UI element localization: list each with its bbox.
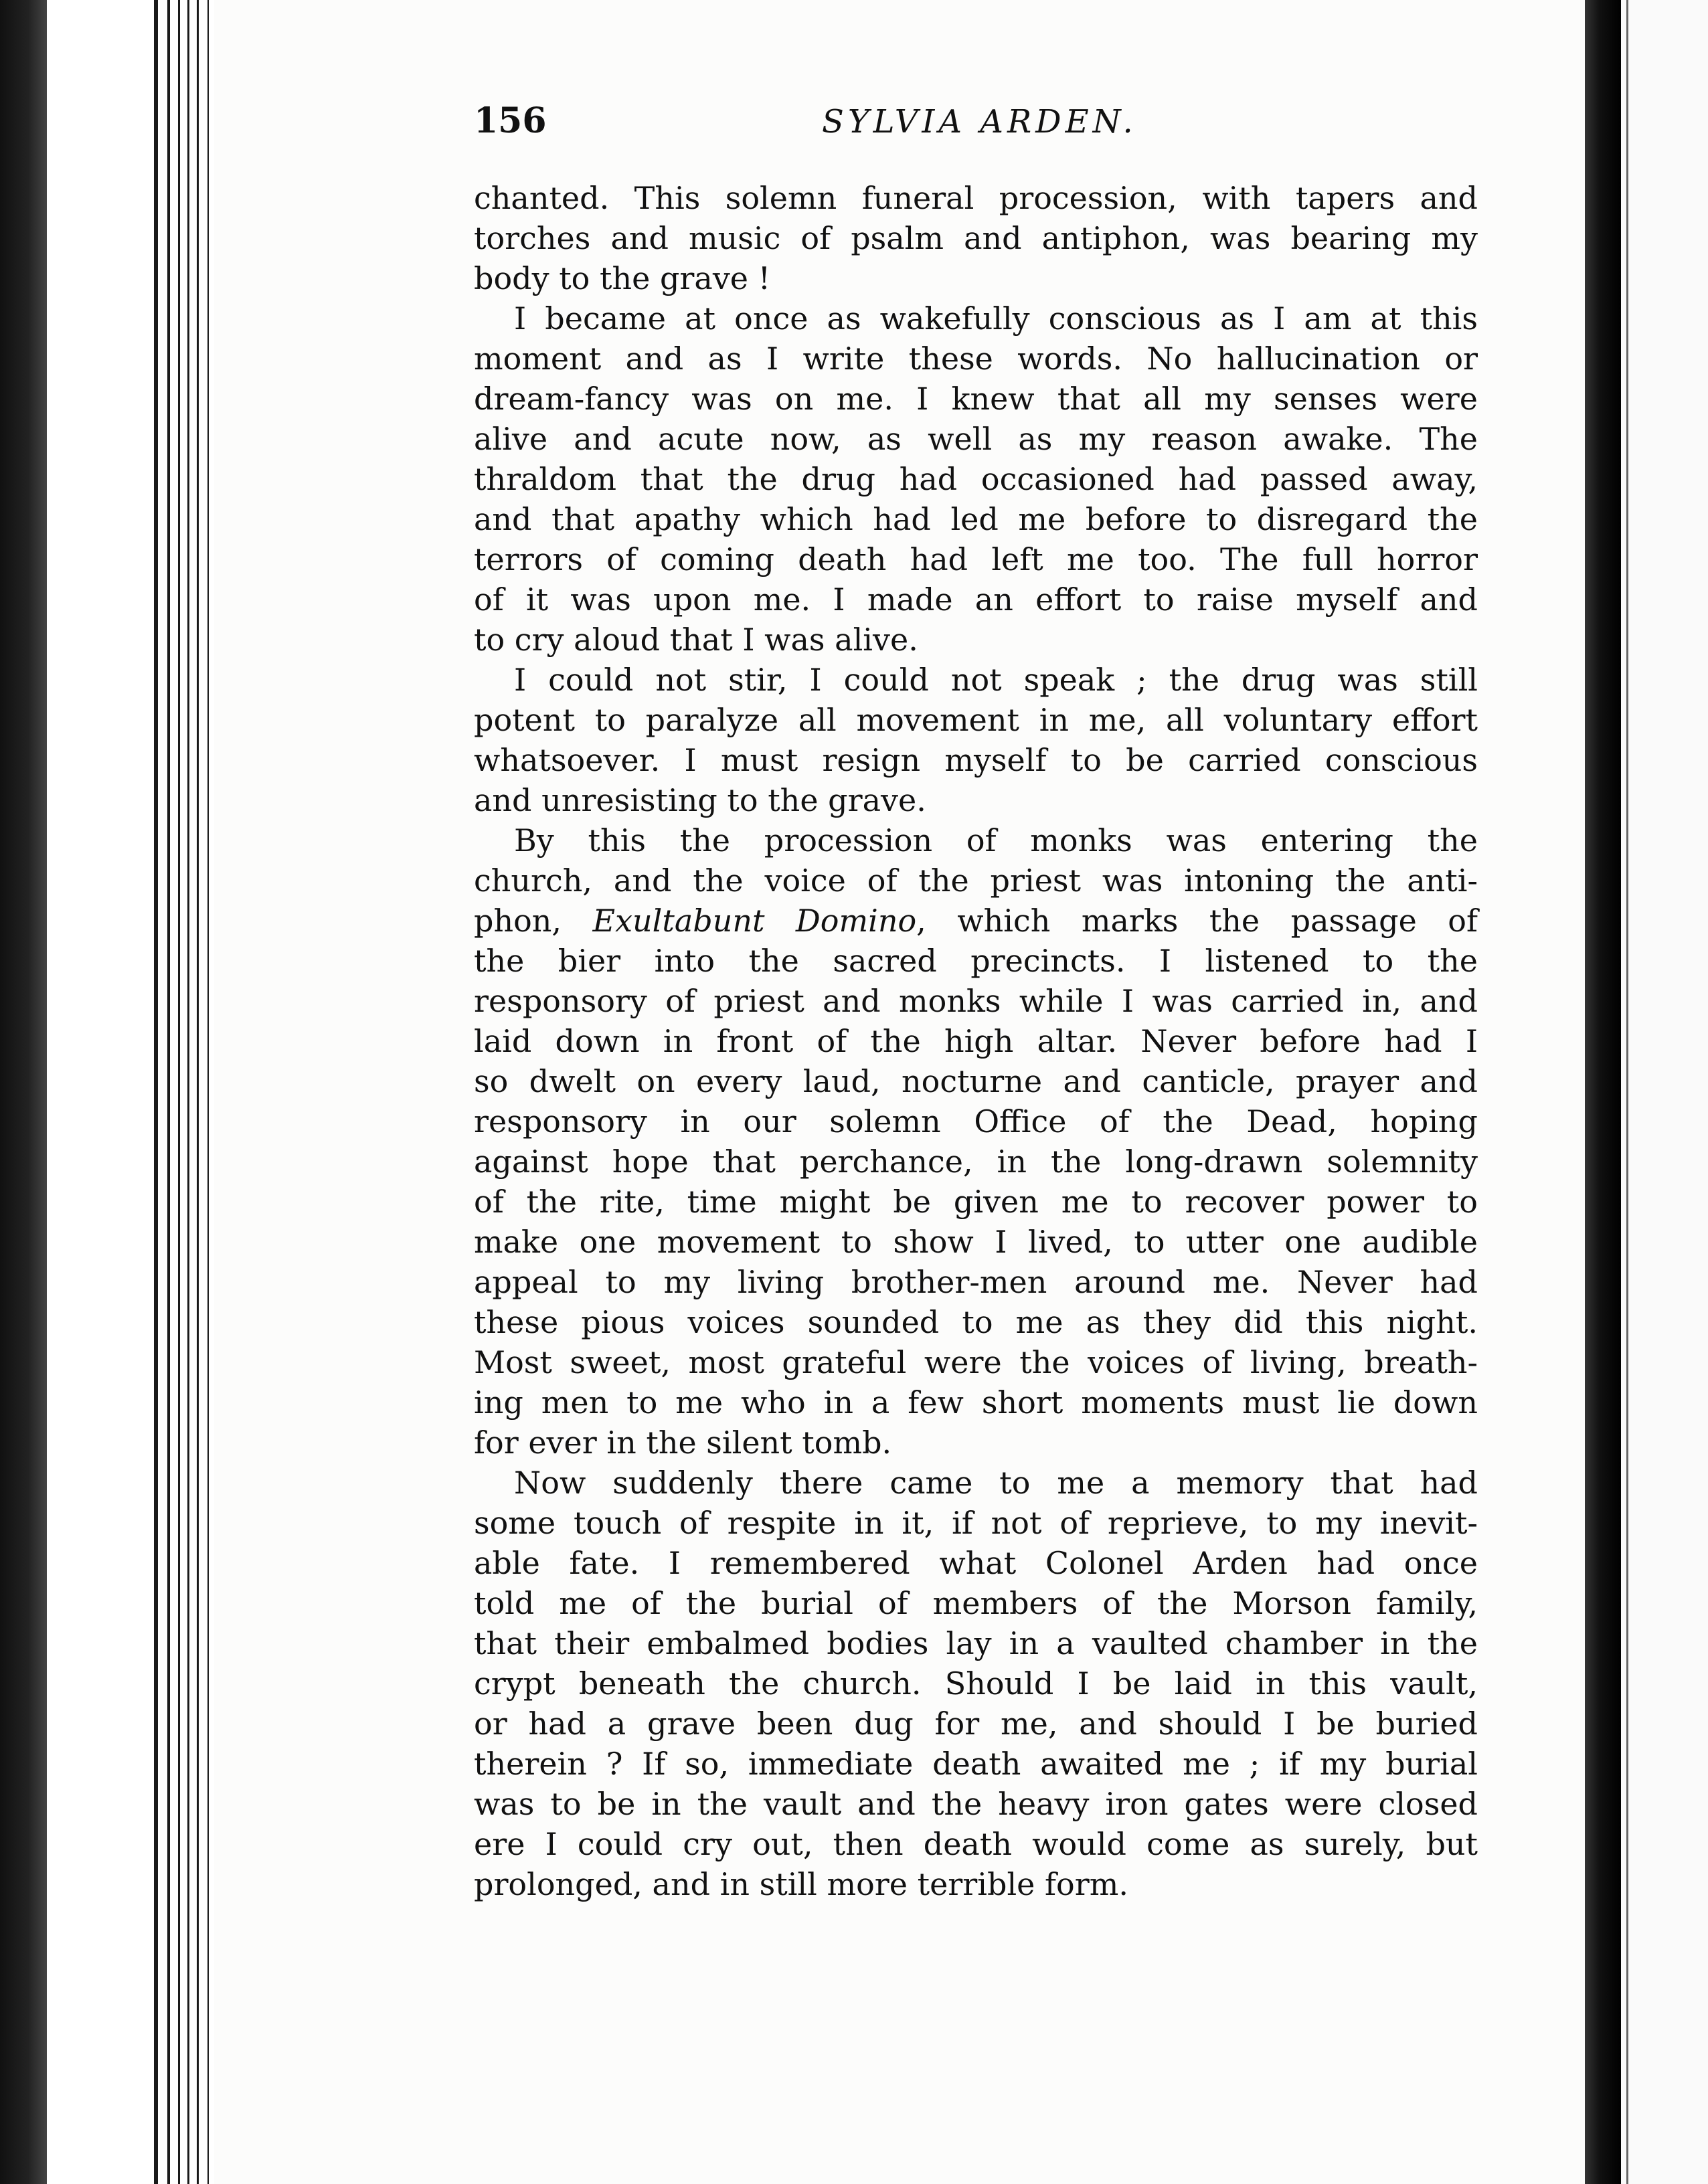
page-edge-line — [207, 0, 209, 2184]
text-line: or had a grave been dug for me, and should I be buried — [474, 1706, 1478, 1742]
running-title: SYLVIA ARDEN. — [822, 103, 1137, 141]
italic-phrase: Exultabunt Domino — [592, 903, 917, 939]
text-line: told me of the burial of members of the Morson family, — [474, 1585, 1478, 1621]
text-line: thraldom that the drug had occasioned had passed away, — [474, 461, 1478, 497]
text-line: By this the procession of monks was entering the — [514, 822, 1478, 858]
text-line: make one movement to show I lived, to utter one audible — [474, 1224, 1478, 1260]
text-line: prolonged, and in still more terrible form. — [474, 1866, 1128, 1902]
text-line: I could not stir, I could not speak ; the drug was still — [514, 662, 1478, 698]
text-line: able fate. I remembered what Colonel Arden had once — [474, 1545, 1478, 1581]
text-line: Most sweet, most grateful were the voices of living, breath- — [474, 1344, 1478, 1380]
binding-shadow-right — [1585, 0, 1621, 2184]
text-line: alive and acute now, as well as my reason awake. The — [474, 421, 1478, 457]
text-line: of it was upon me. I made an effort to raise myself and — [474, 581, 1478, 618]
text-line: laid down in front of the high altar. Never before had I — [474, 1023, 1478, 1059]
text-line: potent to paralyze all movement in me, all voluntary effort — [474, 702, 1478, 738]
text-line: so dwelt on every laud, nocturne and canticle, prayer and — [474, 1063, 1478, 1099]
text-line: these pious voices sounded to me as they did this night. — [474, 1304, 1478, 1340]
paragraph — [474, 298, 1478, 660]
body-text — [474, 178, 1478, 1904]
text-line: of the rite, time might be given me to recover power to — [474, 1184, 1478, 1220]
text-line: and that apathy which had led me before to disregard the — [474, 501, 1478, 537]
text-line: church, and the voice of the priest was intoning the anti- — [474, 862, 1478, 899]
book-page — [214, 0, 1585, 2184]
text-line: terrors of coming death had left me too. The full horror — [474, 541, 1478, 577]
page-edge-line — [197, 0, 199, 2184]
text-line: crypt beneath the church. Should I be laid in this vault, — [474, 1665, 1478, 1702]
text-line: the bier into the sacred precincts. I listened to the — [474, 943, 1478, 979]
text-line: to cry aloud that I was alive. — [474, 622, 918, 658]
text-line: ing men to me who in a few short moments must lie down — [474, 1384, 1478, 1421]
text-line: against hope that perchance, in the long-drawn solemnity — [474, 1144, 1478, 1180]
text-line: Now suddenly there came to me a memory that had — [514, 1465, 1478, 1501]
facing-page-edge-line — [1626, 0, 1628, 2184]
text-line: and unresisting to the grave. — [474, 782, 926, 818]
text-line: responsory of priest and monks while I was carried in, and — [474, 983, 1478, 1019]
text-line: ere I could cry out, then death would come as surely, but — [474, 1826, 1478, 1862]
paragraph — [474, 660, 1478, 820]
text-line: body to the grave ! — [474, 260, 771, 296]
page-edge-line — [167, 0, 170, 2184]
text-line: phon, Exultabunt Domino, which marks the passage of — [474, 903, 1478, 939]
facing-page-edge — [1621, 0, 1708, 2184]
text-line: whatsoever. I must resign myself to be carried conscious — [474, 742, 1478, 778]
text-line: appeal to my living brother-men around me. Never had — [474, 1264, 1478, 1300]
text-line: moment and as I write these words. No hallucination or — [474, 341, 1478, 377]
text-line: I became at once as wakefully conscious as I am at this — [514, 300, 1478, 337]
paragraph — [474, 178, 1478, 298]
binding-shadow-left — [0, 0, 47, 2184]
text-line: torches and music of psalm and antiphon, was bearing my — [474, 220, 1478, 256]
text-line: that their embalmed bodies lay in a vaulted chamber in the — [474, 1625, 1478, 1661]
page-edge-line — [154, 0, 158, 2184]
text-line: responsory in our solemn Office of the Dead, hoping — [474, 1103, 1478, 1140]
page-edge-line — [187, 0, 189, 2184]
text-line: therein ? If so, immediate death awaited me ; if my burial — [474, 1746, 1478, 1782]
paragraph — [474, 820, 1478, 1463]
text-line: for ever in the silent tomb. — [474, 1425, 892, 1461]
text-line: chanted. This solemn funeral procession, with tapers and — [474, 180, 1478, 216]
page-stack-edge — [47, 0, 214, 2184]
page-header — [474, 100, 1478, 154]
page-edge-line — [178, 0, 180, 2184]
text-line: dream-fancy was on me. I knew that all my senses were — [474, 381, 1478, 417]
paragraph — [474, 1463, 1478, 1904]
page-number: 156 — [474, 100, 547, 141]
text-line: some touch of respite in it, if not of reprieve, to my inevit- — [474, 1505, 1478, 1541]
text-line: was to be in the vault and the heavy iron gates were closed — [474, 1786, 1478, 1822]
